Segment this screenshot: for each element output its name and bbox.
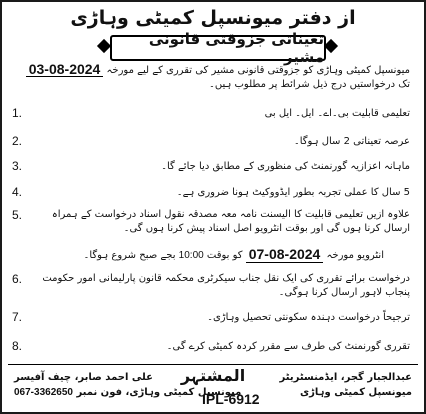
interview-date: 07-08-2024 [246,246,324,263]
deadline-date: 03-08-2024 [26,62,104,77]
chief-officer-name: علی احمد صابر، چیف آفیسر [14,372,153,383]
list-item [12,208,410,236]
item-text: علاوہ ازیں تعلیمی قابلیت کا الیسنت نامہ معہ مصدقہ نقول اسناد درخواست کے ہمراہ ارسال کرنا ہوں گی اور بوقت انٹرویو اصل اسناد پیش کرنا ہوں گی۔ [51,209,410,234]
intro-text-end: تک درخواستیں درج ذیل شرائط پر مطلوب ہیں۔ [208,79,410,90]
intro-text-start: میونسپل کمیٹی وہاڑی کو جزوقتی قانونی مشیر کی تقرری کے لیے مورخہ [106,65,410,76]
list-item [12,156,410,176]
interview-line [12,244,384,264]
item-text: 5 سال کا عملی تجربہ بطور ایڈووکیٹ ہونا ضروری ہے۔ [176,186,410,198]
list-item [12,336,410,356]
interview-text-start: انٹرویو مورخہ [326,249,384,261]
phone-number: 067-3362650 [14,387,73,398]
diamond-ornament-icon [324,39,338,53]
phone-label: میونسپل کمیٹی وہاڑی، فون نمبر [76,387,242,398]
list-item [12,272,410,300]
item-number: 4. [12,185,23,199]
administrator-signature [280,370,412,400]
interview-text [12,246,384,263]
item-number: 8. [12,339,23,353]
interview-text-end: بجے صبح شروع ہوگا۔ [83,249,176,261]
interview-time: 10:00 [178,249,204,261]
item-text: درخواست برائے تقرری کی ایک نقل جناب سیکرٹری محکمہ قانون پارلیمانی امور حکومت پنجاب لاہور ارسال کرنا ہوگی۔ [42,273,410,298]
item-number: 5. [12,208,23,222]
list-item [12,307,410,327]
item-text: عرصہ تعیناتی 2 سال ہوگا۔ [293,135,410,147]
item-number: 3. [12,159,23,173]
list-item [12,103,410,123]
announcer-label: المشتہر [180,366,246,385]
footer-divider [8,364,418,365]
item-number: 6. [12,272,23,286]
item-text: ماہانہ اعزازیہ گورنمنٹ کی منظوری کے مطابق دیا جائے گا۔ [161,160,410,172]
diamond-ornament-icon [97,39,111,53]
list-item [12,182,410,202]
item-number: 1. [12,106,23,120]
office-title: از دفتر میونسپل کمیٹی وہاڑی [70,7,356,29]
banner-title: تعیناتی جزوقتی قانونی مشیر [148,30,324,66]
item-text: تعلیمی قابلیت بی۔اے۔ ایل۔ ایل بی [264,107,410,119]
ipl-number: IPL-6912 [202,391,260,407]
intro-paragraph [12,62,410,92]
administrator-org: میونسپل کمیٹی وہاڑی [300,387,412,398]
administrator-name: عبدالجبار گجر، ایڈمنسٹریٹر [279,372,412,383]
item-number: 2. [12,134,23,148]
interview-mid: کو بوقت [206,249,243,261]
item-number: 7. [12,310,23,324]
title-banner [110,30,326,66]
list-item [12,131,410,151]
item-text: تقرری گورنمنٹ کی طرف سے مقرر کردہ کمیٹی کرے گی۔ [166,340,410,352]
item-text: ترجیحاً درخواست دہندہ سکونتی تحصیل وہاڑی۔ [207,311,410,323]
